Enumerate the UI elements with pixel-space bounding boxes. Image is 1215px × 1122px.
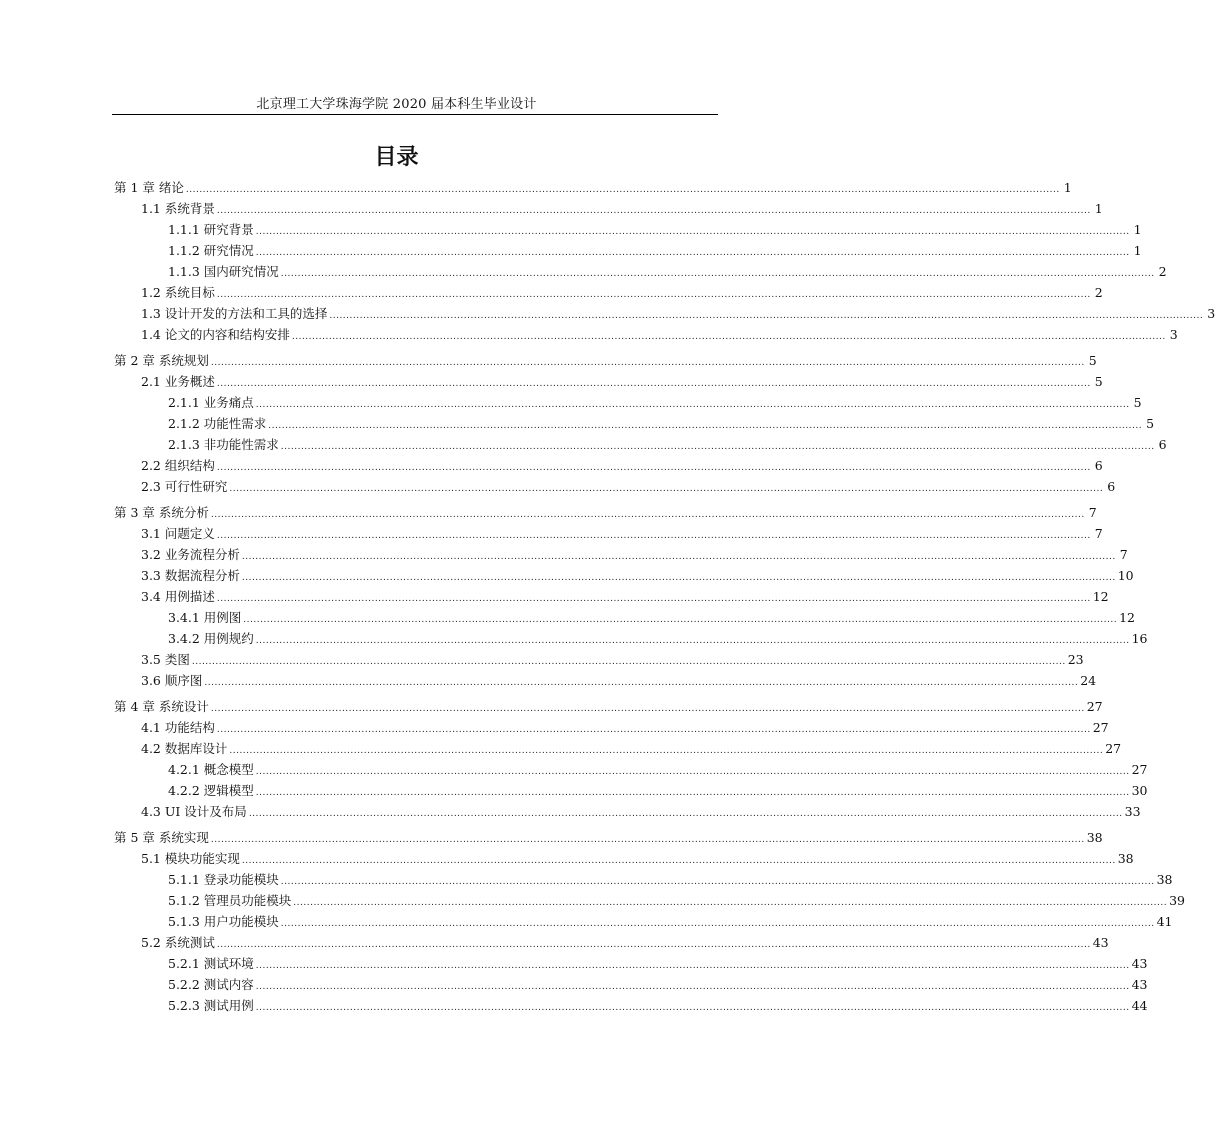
toc-dot-leader: .................................................................................................................................................................................................................................................................... <box>216 531 1091 541</box>
toc-dot-leader: .................................................................................................................................................................................................................................................................... <box>185 185 1060 195</box>
toc-page-number: 5 <box>1146 416 1155 431</box>
running-header: 北京理工大学珠海学院 2020 届本科生毕业设计 <box>256 97 537 112</box>
toc-page-number: 10 <box>1117 568 1134 583</box>
toc-page-number: 27 <box>1092 720 1109 735</box>
toc-dot-leader: .................................................................................................................................................................................................................................................................... <box>241 573 1116 583</box>
toc-entry-title: 3.1 问题定义 <box>141 526 215 541</box>
toc-entry[interactable] <box>141 567 1134 585</box>
toc-dot-leader: .................................................................................................................................................................................................................................................................... <box>255 982 1130 992</box>
toc-entry-title: 1.1.1 研究背景 <box>168 222 254 237</box>
toc-entry-title: 1.1.3 国内研究情况 <box>168 264 279 279</box>
toc-page-number: 3 <box>1207 306 1215 321</box>
toc-page-number: 7 <box>1088 505 1097 520</box>
toc-page-number: 24 <box>1080 673 1097 688</box>
toc-entry-title: 2.1.3 非功能性需求 <box>168 437 279 452</box>
toc-dot-leader: .................................................................................................................................................................................................................................................................... <box>255 248 1130 258</box>
toc-page-number: 1 <box>1133 243 1142 258</box>
toc-dot-leader: .................................................................................................................................................................................................................................................................... <box>248 809 1123 819</box>
toc-entry[interactable] <box>168 976 1148 994</box>
toc-dot-leader: .................................................................................................................................................................................................................................................................... <box>216 379 1091 389</box>
toc-page-number: 43 <box>1131 977 1148 992</box>
toc-dot-leader: .................................................................................................................................................................................................................................................................... <box>243 615 1118 625</box>
toc-entry[interactable] <box>141 546 1128 564</box>
toc-entry[interactable] <box>141 588 1109 606</box>
toc-dot-leader: .................................................................................................................................................................................................................................................................... <box>204 678 1079 688</box>
toc-dot-leader: .................................................................................................................................................................................................................................................................... <box>255 400 1130 410</box>
toc-entry-title: 2.1.1 业务痛点 <box>168 395 254 410</box>
toc-entry-title: 3.6 顺序图 <box>141 673 203 688</box>
toc-dot-leader: .................................................................................................................................................................................................................................................................... <box>216 940 1091 950</box>
toc-entry[interactable] <box>141 719 1109 737</box>
toc-entry[interactable] <box>114 698 1103 716</box>
toc-dot-leader: .................................................................................................................................................................................................................................................................... <box>229 746 1104 756</box>
toc-dot-leader: .................................................................................................................................................................................................................................................................... <box>329 311 1204 321</box>
toc-entry[interactable] <box>141 850 1134 868</box>
toc-dot-leader: .................................................................................................................................................................................................................................................................... <box>255 788 1130 798</box>
toc-dot-leader: .................................................................................................................................................................................................................................................................... <box>255 767 1130 777</box>
toc-dot-leader: .................................................................................................................................................................................................................................................................... <box>216 463 1091 473</box>
toc-dot-leader: .................................................................................................................................................................................................................................................................... <box>210 358 1085 368</box>
toc-entry[interactable] <box>168 761 1148 779</box>
toc-entry-title: 2.2 组织结构 <box>141 458 215 473</box>
toc-page-number: 41 <box>1156 914 1173 929</box>
toc-entry[interactable] <box>141 284 1103 302</box>
toc-page-number: 43 <box>1092 935 1109 950</box>
toc-entry[interactable] <box>141 478 1116 496</box>
toc-entry[interactable] <box>168 871 1173 889</box>
toc-entry[interactable] <box>114 352 1097 370</box>
toc-entry-title: 第 5 章 系统实现 <box>114 830 209 845</box>
toc-entry[interactable] <box>114 829 1103 847</box>
toc-page-number: 3 <box>1169 327 1178 342</box>
toc-entry-title: 1.1 系统背景 <box>141 201 215 216</box>
toc-entry-title: 第 4 章 系统设计 <box>114 699 209 714</box>
toc-page-number: 39 <box>1169 893 1186 908</box>
toc-entry-title: 4.2 数据库设计 <box>141 741 228 756</box>
toc-dot-leader: .................................................................................................................................................................................................................................................................... <box>291 332 1166 342</box>
toc-entry-title: 2.1.2 功能性需求 <box>168 416 267 431</box>
toc-dot-leader: .................................................................................................................................................................................................................................................................... <box>280 442 1155 452</box>
toc-page-number: 27 <box>1105 741 1122 756</box>
toc-dot-leader: .................................................................................................................................................................................................................................................................... <box>280 269 1155 279</box>
toc-entry-title: 5.2 系统测试 <box>141 935 215 950</box>
toc-entry-title: 5.1.2 管理员功能模块 <box>168 893 292 908</box>
toc-entry-title: 第 3 章 系统分析 <box>114 505 209 520</box>
toc-entry[interactable] <box>141 373 1103 391</box>
toc-entry[interactable] <box>141 672 1097 690</box>
toc-entry[interactable] <box>168 242 1142 260</box>
toc-entry-title: 5.1 模块功能实现 <box>141 851 240 866</box>
toc-dot-leader: .................................................................................................................................................................................................................................................................... <box>255 1003 1130 1013</box>
toc-page-number: 2 <box>1094 285 1103 300</box>
toc-entry-title: 3.2 业务流程分析 <box>141 547 240 562</box>
toc-entry[interactable] <box>168 436 1167 454</box>
toc-entry[interactable] <box>141 326 1178 344</box>
toc-entry-title: 3.3 数据流程分析 <box>141 568 240 583</box>
toc-entry[interactable] <box>114 179 1072 197</box>
toc-dot-leader: .................................................................................................................................................................................................................................................................... <box>255 227 1130 237</box>
toc-dot-leader: .................................................................................................................................................................................................................................................................... <box>210 510 1085 520</box>
toc-entry[interactable] <box>168 221 1142 239</box>
toc-entry[interactable] <box>168 630 1148 648</box>
toc-entry-title: 4.3 UI 设计及布局 <box>141 804 247 819</box>
toc-dot-leader: .................................................................................................................................................................................................................................................................... <box>216 206 1091 216</box>
toc-page-number: 1 <box>1094 201 1103 216</box>
toc-entry-title: 1.3 设计开发的方法和工具的选择 <box>141 306 328 321</box>
toc-page-number: 6 <box>1158 437 1167 452</box>
toc-entry[interactable] <box>168 782 1148 800</box>
toc-entry-title: 4.2.2 逻辑模型 <box>168 783 254 798</box>
toc-dot-leader: .................................................................................................................................................................................................................................................................... <box>216 725 1091 735</box>
toc-entry-title: 第 1 章 绪论 <box>114 180 184 195</box>
toc-entry-title: 2.3 可行性研究 <box>141 479 228 494</box>
toc-page-number: 16 <box>1131 631 1148 646</box>
toc-page-number: 5 <box>1094 374 1103 389</box>
toc-entry-title: 5.2.3 测试用例 <box>168 998 254 1013</box>
toc-page-number: 5 <box>1133 395 1142 410</box>
toc-entry[interactable] <box>141 525 1103 543</box>
toc-entry[interactable] <box>168 892 1186 910</box>
toc-entry-title: 1.2 系统目标 <box>141 285 215 300</box>
toc-entry[interactable] <box>168 263 1167 281</box>
toc-dot-leader: .................................................................................................................................................................................................................................................................... <box>216 290 1091 300</box>
toc-page-number: 12 <box>1119 610 1136 625</box>
toc-entry-title: 3.4 用例描述 <box>141 589 215 604</box>
toc-page-number: 38 <box>1086 830 1103 845</box>
toc-entry[interactable] <box>114 504 1097 522</box>
toc-dot-leader: .................................................................................................................................................................................................................................................................... <box>255 636 1130 646</box>
toc-dot-leader: .................................................................................................................................................................................................................................................................... <box>241 552 1116 562</box>
toc-entry[interactable] <box>168 394 1142 412</box>
toc-entry-title: 3.4.2 用例规约 <box>168 631 254 646</box>
toc-dot-leader: .................................................................................................................................................................................................................................................................... <box>255 961 1130 971</box>
toc-entry[interactable] <box>141 803 1141 821</box>
toc-entry-title: 3.5 类图 <box>141 652 190 667</box>
toc-page-number: 7 <box>1119 547 1128 562</box>
toc-page-number: 12 <box>1092 589 1109 604</box>
toc-entry-title: 2.1 业务概述 <box>141 374 215 389</box>
toc-page-number: 38 <box>1117 851 1134 866</box>
toc-entry[interactable] <box>141 457 1103 475</box>
toc-entry-title: 5.2.1 测试环境 <box>168 956 254 971</box>
toc-page-number: 23 <box>1067 652 1084 667</box>
toc-page-number: 1 <box>1133 222 1142 237</box>
toc-page-number: 38 <box>1156 872 1173 887</box>
toc-dot-leader: .................................................................................................................................................................................................................................................................... <box>229 484 1104 494</box>
toc-dot-leader: .................................................................................................................................................................................................................................................................... <box>210 704 1085 714</box>
toc-entry[interactable] <box>168 955 1148 973</box>
toc-page-number: 7 <box>1094 526 1103 541</box>
toc-dot-leader: .................................................................................................................................................................................................................................................................... <box>191 657 1066 667</box>
toc-entry[interactable] <box>141 200 1103 218</box>
toc-page-number: 43 <box>1131 956 1148 971</box>
toc-entry-title: 5.2.2 测试内容 <box>168 977 254 992</box>
toc-entry[interactable] <box>141 934 1109 952</box>
page-title: 目录 <box>374 145 419 170</box>
toc-entry-title: 第 2 章 系统规划 <box>114 353 209 368</box>
toc-entry-title: 4.2.1 概念模型 <box>168 762 254 777</box>
toc-page-number: 6 <box>1107 479 1116 494</box>
toc-dot-leader: .................................................................................................................................................................................................................................................................... <box>210 835 1085 845</box>
toc-dot-leader: .................................................................................................................................................................................................................................................................... <box>216 594 1091 604</box>
toc-entry[interactable] <box>168 913 1173 931</box>
toc-page-number: 27 <box>1131 762 1148 777</box>
toc-dot-leader: .................................................................................................................................................................................................................................................................... <box>293 898 1168 908</box>
toc-dot-leader: .................................................................................................................................................................................................................................................................... <box>280 877 1155 887</box>
toc-entry-title: 5.1.3 用户功能模块 <box>168 914 279 929</box>
toc-entry-title: 4.1 功能结构 <box>141 720 215 735</box>
toc-entry-title: 1.1.2 研究情况 <box>168 243 254 258</box>
toc-entry[interactable] <box>141 651 1084 669</box>
toc-page-number: 1 <box>1063 180 1072 195</box>
toc-entry[interactable] <box>168 997 1148 1015</box>
toc-page-number: 33 <box>1124 804 1141 819</box>
toc-entry[interactable] <box>168 415 1155 433</box>
toc-page-number: 27 <box>1086 699 1103 714</box>
toc-page-number: 44 <box>1131 998 1148 1013</box>
toc-entry[interactable] <box>168 609 1136 627</box>
toc-entry[interactable] <box>141 740 1122 758</box>
toc-entry-title: 3.4.1 用例图 <box>168 610 242 625</box>
toc-entry[interactable] <box>141 305 1215 323</box>
toc-page-number: 30 <box>1131 783 1148 798</box>
toc-dot-leader: .................................................................................................................................................................................................................................................................... <box>241 856 1116 866</box>
toc-dot-leader: .................................................................................................................................................................................................................................................................... <box>268 421 1143 431</box>
toc-page-number: 5 <box>1088 353 1097 368</box>
toc-page-number: 6 <box>1094 458 1103 473</box>
toc-dot-leader: .................................................................................................................................................................................................................................................................... <box>280 919 1155 929</box>
toc-entry-title: 5.1.1 登录功能模块 <box>168 872 279 887</box>
toc-page-number: 2 <box>1158 264 1167 279</box>
toc-entry-title: 1.4 论文的内容和结构安排 <box>141 327 290 342</box>
